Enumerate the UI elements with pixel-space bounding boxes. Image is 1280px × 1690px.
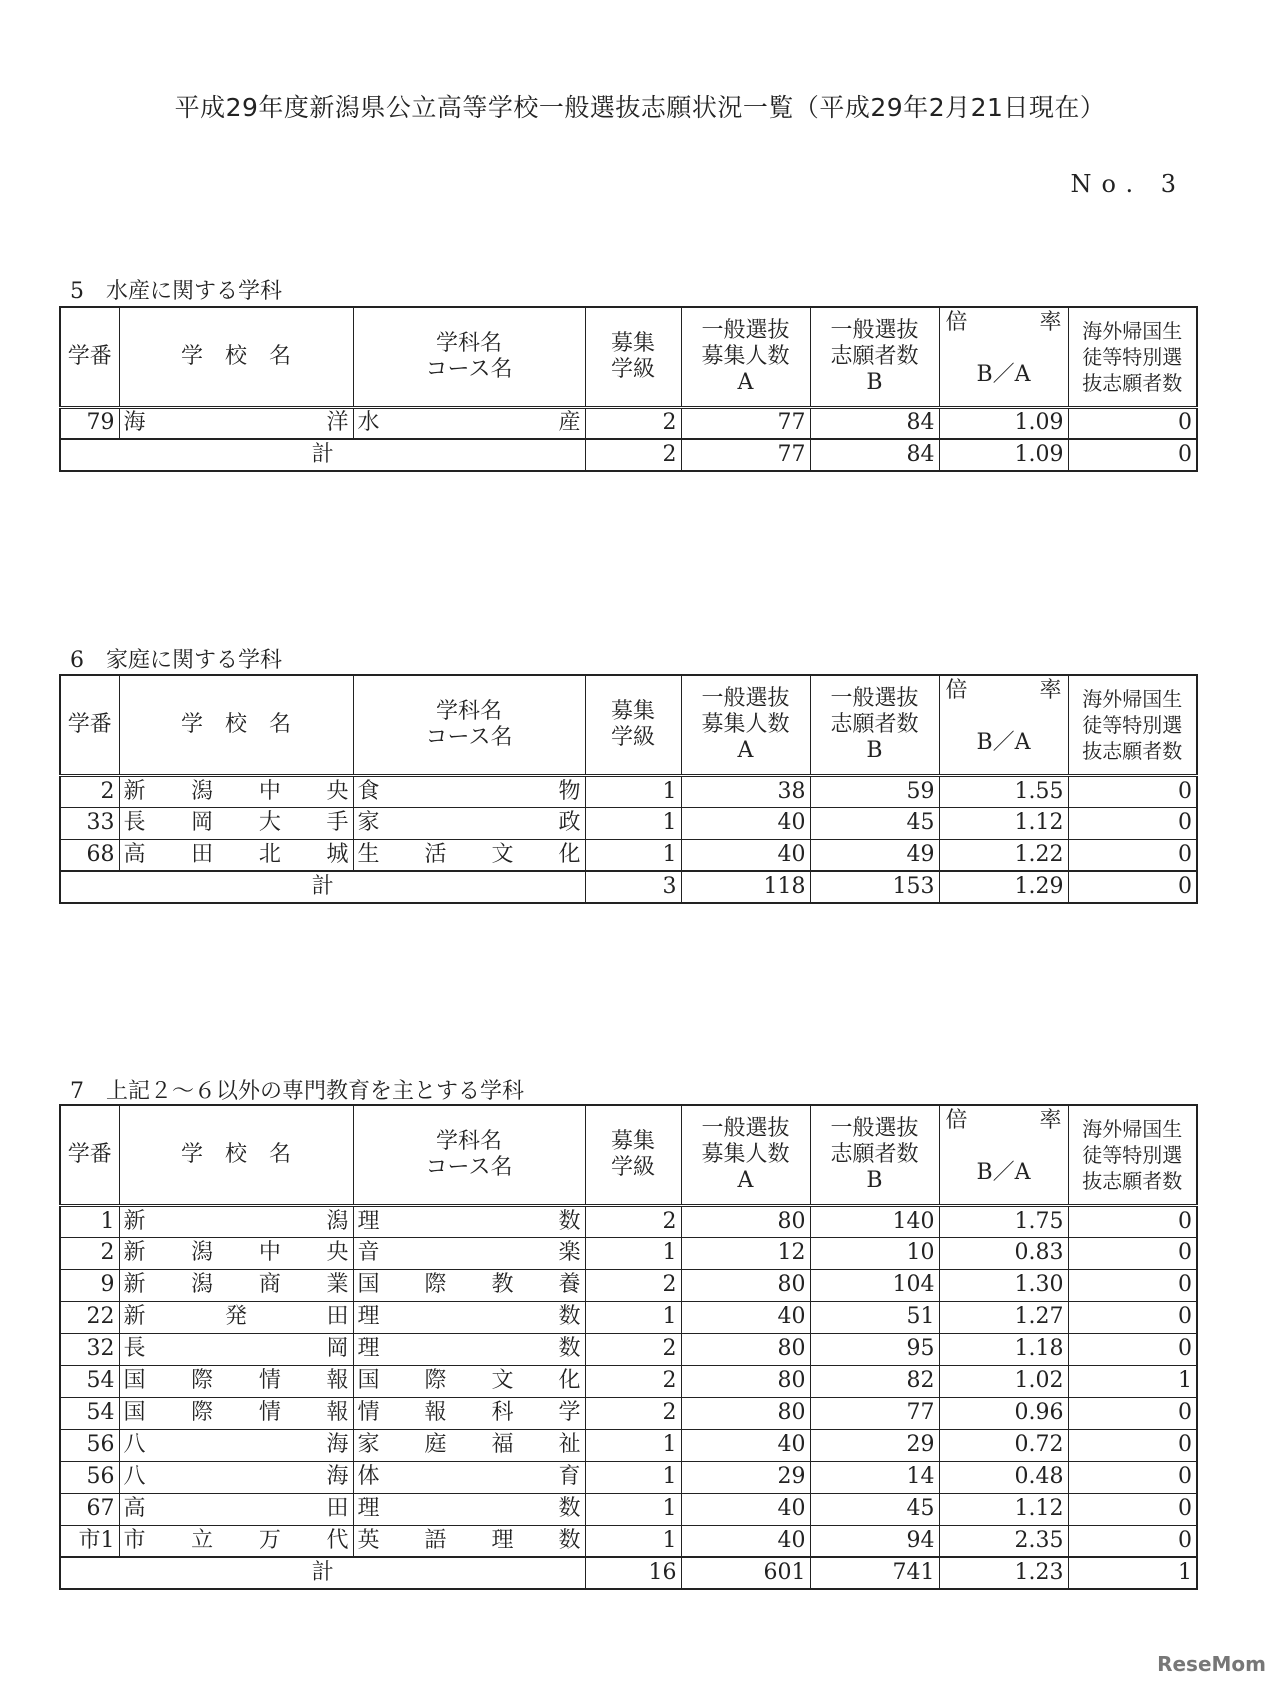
cell-school (119, 1301, 353, 1333)
school-name: 長岡 (123, 1336, 349, 1361)
table-row (60, 839, 1197, 871)
header-line: 学級 (610, 1154, 655, 1180)
school-name: 新潟商業 (123, 1272, 349, 1297)
header-line: A (737, 737, 754, 763)
table-row (60, 1429, 1197, 1461)
header-line: 一般選抜 (701, 1115, 790, 1141)
section-label: 5 水産に関する学科 (70, 279, 282, 304)
cell-no: 67 (60, 1493, 119, 1525)
total-special: 1 (1068, 1557, 1197, 1589)
cell-applicants: 77 (810, 1397, 939, 1429)
total-classes: 3 (585, 871, 681, 903)
cell-school (119, 1397, 353, 1429)
page-number: No. 3 (1070, 170, 1186, 198)
cell-no: 79 (60, 407, 119, 439)
school-name: 高田 (123, 1496, 349, 1521)
cell-quota: 77 (681, 407, 810, 439)
header-line: 募集 (610, 698, 655, 724)
header-rate (939, 675, 1068, 775)
header-line: B／A (976, 730, 1031, 755)
cell-special: 0 (1068, 1269, 1197, 1301)
cell-rate: 1.02 (939, 1365, 1068, 1397)
header-line: コース名 (425, 356, 513, 382)
cell-no: 32 (60, 1333, 119, 1365)
header-line: 海外帰国生 (1082, 686, 1183, 711)
header-line: B／A (976, 362, 1031, 387)
cell-no: 68 (60, 839, 119, 871)
course-name: 国際教養 (357, 1272, 581, 1297)
cell-rate: 0.48 (939, 1461, 1068, 1493)
header-line: 志願者数 (830, 711, 919, 737)
school-name: 八海 (123, 1432, 349, 1457)
cell-special: 0 (1068, 1525, 1197, 1557)
table-row (60, 807, 1197, 839)
cell-school (119, 807, 353, 839)
cell-rate: 1.22 (939, 839, 1068, 871)
section-label: 7 上記２～６以外の専門教育を主とする学科 (70, 1079, 524, 1104)
header-line: 倍 (945, 310, 968, 335)
header-row (60, 1105, 1197, 1205)
table-row (60, 1461, 1197, 1493)
cell-rate: 2.35 (939, 1525, 1068, 1557)
header-line: 募集人数 (701, 711, 790, 737)
header-line: 募集 (610, 330, 655, 356)
total-quota: 77 (681, 439, 810, 471)
header-rate (939, 307, 1068, 407)
cell-no: 33 (60, 807, 119, 839)
total-classes: 2 (585, 439, 681, 471)
cell-applicants: 51 (810, 1301, 939, 1333)
cell-special: 0 (1068, 1493, 1197, 1525)
cell-course (353, 1493, 585, 1525)
school-name: 新潟中央 (123, 778, 349, 804)
header-line: 学科名 (435, 1128, 502, 1154)
cell-school (119, 1493, 353, 1525)
school-name: 高田北城 (123, 841, 349, 867)
header-applicants (810, 307, 939, 407)
cell-school (119, 1365, 353, 1397)
table-row (60, 1301, 1197, 1333)
cell-school (119, 1525, 353, 1557)
school-name: 国際情報 (123, 1368, 349, 1393)
cell-classes: 1 (585, 1493, 681, 1525)
cell-no: 2 (60, 775, 119, 807)
header-line: コース名 (425, 724, 513, 750)
table-other-specialized (59, 1104, 1198, 1590)
cell-no: 1 (60, 1205, 119, 1237)
cell-course (353, 775, 585, 807)
cell-applicants: 14 (810, 1461, 939, 1493)
course-name: 理数 (357, 1208, 581, 1234)
cell-course (353, 1237, 585, 1269)
header-course (353, 307, 585, 407)
cell-quota: 12 (681, 1237, 810, 1269)
school-name: 市立万代 (123, 1527, 349, 1553)
cell-special: 0 (1068, 1205, 1197, 1237)
cell-classes: 1 (585, 775, 681, 807)
total-special: 0 (1068, 439, 1197, 471)
cell-applicants: 29 (810, 1429, 939, 1461)
school-name: 八海 (123, 1464, 349, 1489)
cell-classes: 2 (585, 1333, 681, 1365)
total-quota: 118 (681, 871, 810, 903)
header-line: 一般選抜 (830, 685, 919, 711)
total-row (60, 1557, 1197, 1589)
cell-applicants: 45 (810, 1493, 939, 1525)
cell-special: 0 (1068, 1429, 1197, 1461)
course-name: 英語理数 (357, 1527, 581, 1553)
course-name: 家政 (357, 810, 581, 835)
cell-quota: 38 (681, 775, 810, 807)
course-name: 理数 (357, 1304, 581, 1329)
cell-quota: 40 (681, 1525, 810, 1557)
cell-classes: 1 (585, 839, 681, 871)
cell-classes: 1 (585, 1301, 681, 1333)
header-line: B (866, 369, 883, 395)
cell-course (353, 1301, 585, 1333)
cell-classes: 2 (585, 407, 681, 439)
cell-classes: 1 (585, 1461, 681, 1493)
school-name: 長岡大手 (123, 810, 349, 835)
header-quota (681, 1105, 810, 1205)
header-classes (585, 675, 681, 775)
cell-quota: 80 (681, 1365, 810, 1397)
header-line: 学級 (610, 356, 655, 382)
cell-classes: 1 (585, 807, 681, 839)
header-applicants (810, 1105, 939, 1205)
total-rate: 1.09 (939, 439, 1068, 471)
header-line: 志願者数 (830, 343, 919, 369)
school-name: 新潟中央 (123, 1240, 349, 1265)
header-line: 海外帰国生 (1082, 1116, 1183, 1141)
header-line: 海外帰国生 (1082, 318, 1183, 343)
cell-school (119, 1333, 353, 1365)
cell-quota: 29 (681, 1461, 810, 1493)
cell-no: 2 (60, 1237, 119, 1269)
header-line: 率 (1039, 678, 1062, 703)
cell-quota: 80 (681, 1397, 810, 1429)
cell-applicants: 45 (810, 807, 939, 839)
cell-applicants: 140 (810, 1205, 939, 1237)
cell-rate: 0.83 (939, 1237, 1068, 1269)
total-row (60, 871, 1197, 903)
total-quota: 601 (681, 1557, 810, 1589)
total-row (60, 439, 1197, 471)
cell-rate: 1.75 (939, 1205, 1068, 1237)
header-line: 抜志願者数 (1082, 370, 1183, 395)
total-applicants: 84 (810, 439, 939, 471)
total-applicants: 153 (810, 871, 939, 903)
course-name: 食物 (357, 778, 581, 804)
cell-course (353, 1333, 585, 1365)
header-line: 一般選抜 (701, 685, 790, 711)
header-special (1068, 1105, 1197, 1205)
school-name: 新潟 (123, 1208, 349, 1234)
course-name: 理数 (357, 1496, 581, 1521)
course-name: 情報科学 (357, 1400, 581, 1425)
table-row (60, 407, 1197, 439)
cell-quota: 40 (681, 1301, 810, 1333)
header-quota (681, 675, 810, 775)
header-line: A (737, 1167, 754, 1193)
cell-no: 22 (60, 1301, 119, 1333)
cell-school (119, 1237, 353, 1269)
cell-classes: 1 (585, 1525, 681, 1557)
header-line: B／A (976, 1160, 1031, 1185)
header-line: 率 (1039, 1108, 1062, 1133)
total-special: 0 (1068, 871, 1197, 903)
header-school: 学 校 名 (119, 675, 353, 775)
cell-quota: 80 (681, 1333, 810, 1365)
header-line: 抜志願者数 (1082, 1168, 1183, 1193)
cell-rate: 1.09 (939, 407, 1068, 439)
cell-quota: 40 (681, 839, 810, 871)
cell-rate: 1.30 (939, 1269, 1068, 1301)
cell-applicants: 49 (810, 839, 939, 871)
cell-no: 54 (60, 1365, 119, 1397)
cell-applicants: 104 (810, 1269, 939, 1301)
table-row (60, 1333, 1197, 1365)
table-row (60, 1365, 1197, 1397)
cell-course (353, 407, 585, 439)
header-line: 一般選抜 (830, 317, 919, 343)
cell-special: 0 (1068, 1397, 1197, 1429)
cell-quota: 40 (681, 807, 810, 839)
header-line: 学級 (610, 724, 655, 750)
header-line: 徒等特別選 (1082, 344, 1183, 369)
school-name: 海洋 (123, 410, 349, 436)
header-line: コース名 (425, 1154, 513, 1180)
cell-rate: 1.12 (939, 807, 1068, 839)
header-school: 学 校 名 (119, 1105, 353, 1205)
header-line: A (737, 369, 754, 395)
cell-classes: 1 (585, 1237, 681, 1269)
cell-course (353, 807, 585, 839)
header-row (60, 675, 1197, 775)
header-quota (681, 307, 810, 407)
cell-applicants: 10 (810, 1237, 939, 1269)
cell-course (353, 839, 585, 871)
total-rate: 1.23 (939, 1557, 1068, 1589)
header-special (1068, 307, 1197, 407)
cell-course (353, 1429, 585, 1461)
cell-school (119, 839, 353, 871)
cell-classes: 1 (585, 1429, 681, 1461)
header-rate (939, 1105, 1068, 1205)
header-no: 学番 (60, 1105, 119, 1205)
cell-applicants: 59 (810, 775, 939, 807)
header-line: 募集 (610, 1128, 655, 1154)
cell-special: 1 (1068, 1365, 1197, 1397)
cell-no: 56 (60, 1461, 119, 1493)
cell-applicants: 95 (810, 1333, 939, 1365)
cell-school (119, 1269, 353, 1301)
school-name: 新発田 (123, 1304, 349, 1329)
cell-quota: 80 (681, 1205, 810, 1237)
total-applicants: 741 (810, 1557, 939, 1589)
cell-school (119, 1429, 353, 1461)
header-course (353, 1105, 585, 1205)
header-applicants (810, 675, 939, 775)
course-name: 水産 (357, 410, 581, 436)
total-label: 計 (60, 439, 585, 471)
course-name: 生活文化 (357, 841, 581, 867)
table-row (60, 775, 1197, 807)
cell-rate: 1.55 (939, 775, 1068, 807)
header-line: B (866, 737, 883, 763)
cell-course (353, 1525, 585, 1557)
cell-applicants: 82 (810, 1365, 939, 1397)
table-row (60, 1269, 1197, 1301)
header-classes (585, 1105, 681, 1205)
header-classes (585, 307, 681, 407)
header-line: 倍 (945, 1108, 968, 1133)
cell-quota: 80 (681, 1269, 810, 1301)
header-line: 募集人数 (701, 343, 790, 369)
cell-course (353, 1365, 585, 1397)
header-line: 一般選抜 (701, 317, 790, 343)
header-line: 徒等特別選 (1082, 1142, 1183, 1167)
cell-rate: 1.18 (939, 1333, 1068, 1365)
table-row (60, 1237, 1197, 1269)
course-name: 家庭福祉 (357, 1432, 581, 1457)
header-line: 抜志願者数 (1082, 738, 1183, 763)
cell-no: 56 (60, 1429, 119, 1461)
document-title: 平成29年度新潟県公立高等学校一般選抜志願状況一覧（平成29年2月21日現在） (174, 93, 1106, 122)
cell-rate: 0.96 (939, 1397, 1068, 1429)
header-line: 徒等特別選 (1082, 712, 1183, 737)
header-school: 学 校 名 (119, 307, 353, 407)
total-classes: 16 (585, 1557, 681, 1589)
header-row (60, 307, 1197, 407)
header-line: B (866, 1167, 883, 1193)
cell-applicants: 84 (810, 407, 939, 439)
cell-no: 54 (60, 1397, 119, 1429)
header-line: 一般選抜 (830, 1115, 919, 1141)
cell-course (353, 1269, 585, 1301)
cell-classes: 2 (585, 1205, 681, 1237)
cell-course (353, 1461, 585, 1493)
table-row (60, 1397, 1197, 1429)
header-line: 率 (1039, 310, 1062, 335)
header-line: 学科名 (435, 698, 502, 724)
resemom-watermark: ReseMom (1157, 1652, 1266, 1676)
header-special (1068, 675, 1197, 775)
table-row (60, 1525, 1197, 1557)
table-fisheries (59, 306, 1198, 472)
table-row (60, 1493, 1197, 1525)
header-course (353, 675, 585, 775)
cell-special: 0 (1068, 1237, 1197, 1269)
header-no: 学番 (60, 675, 119, 775)
cell-special: 0 (1068, 1461, 1197, 1493)
table-home-economics (59, 674, 1198, 904)
cell-course (353, 1205, 585, 1237)
cell-classes: 2 (585, 1397, 681, 1429)
cell-rate: 0.72 (939, 1429, 1068, 1461)
cell-school (119, 407, 353, 439)
cell-applicants: 94 (810, 1525, 939, 1557)
course-name: 理数 (357, 1336, 581, 1361)
cell-classes: 2 (585, 1269, 681, 1301)
table-row (60, 1205, 1197, 1237)
cell-special: 0 (1068, 775, 1197, 807)
section-label: 6 家庭に関する学科 (70, 648, 282, 673)
cell-special: 0 (1068, 1301, 1197, 1333)
cell-special: 0 (1068, 1333, 1197, 1365)
cell-special: 0 (1068, 407, 1197, 439)
course-name: 体育 (357, 1464, 581, 1489)
cell-school (119, 1205, 353, 1237)
total-rate: 1.29 (939, 871, 1068, 903)
header-line: 学科名 (435, 330, 502, 356)
header-line: 志願者数 (830, 1141, 919, 1167)
course-name: 国際文化 (357, 1368, 581, 1393)
school-name: 国際情報 (123, 1400, 349, 1425)
header-line: 倍 (945, 678, 968, 703)
cell-special: 0 (1068, 839, 1197, 871)
course-name: 音楽 (357, 1240, 581, 1265)
header-line: 募集人数 (701, 1141, 790, 1167)
cell-quota: 40 (681, 1429, 810, 1461)
cell-no: 9 (60, 1269, 119, 1301)
total-label: 計 (60, 1557, 585, 1589)
cell-course (353, 1397, 585, 1429)
total-label: 計 (60, 871, 585, 903)
cell-school (119, 1461, 353, 1493)
header-no: 学番 (60, 307, 119, 407)
cell-rate: 1.27 (939, 1301, 1068, 1333)
cell-school (119, 775, 353, 807)
cell-quota: 40 (681, 1493, 810, 1525)
cell-no: 市1 (60, 1525, 119, 1557)
cell-special: 0 (1068, 807, 1197, 839)
cell-rate: 1.12 (939, 1493, 1068, 1525)
cell-classes: 2 (585, 1365, 681, 1397)
